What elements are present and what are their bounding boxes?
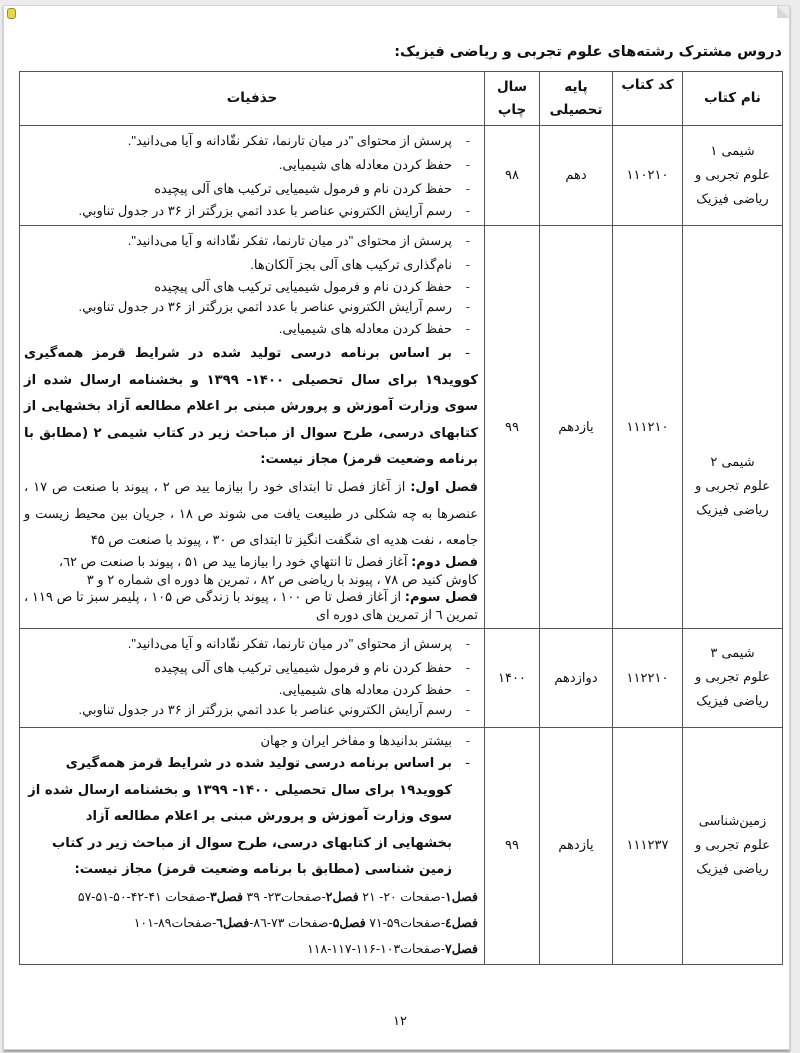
chapter-entry: فصل سوم: از آغاز فصل تا ص ۱۰۰ ، پیوند با زندگی ص ۱۰۵ ، پلیمر سبز تا ص ۱۱۹ ، تمرین ٦ از تمرین های دوره ای [24, 588, 479, 622]
header-grade: پایه تحصیلی [540, 72, 613, 126]
deletion-item: - حفظ کردن معادله های شیمیایی. [24, 153, 478, 177]
book-name-cell: زمین‌شناسی علوم تجربی و ریاضی فیزیک [683, 728, 783, 965]
deletion-item: - رسم آرایش الکتروني عناصر با عدد اتمي بزرگتر از ۳۶ در جدول تناوبي. [24, 700, 478, 720]
table-row [20, 226, 783, 629]
chapter-entry: فصل دوم: آغاز فصل تا انتهاي خود را بیازما یید ص ۵۱ ، پیوند با صنعت ص ٦۲، کاوش کنید ص ۷۸ ، پیوند با ریاضی ص ۸۲ ، تمرین ها دوره ای شماره ۲ و ۳ [58, 553, 478, 587]
header-book-name: نام کتاب [683, 72, 783, 126]
year-cell: ۱۴۰۰ [485, 629, 540, 728]
table-header-row [20, 72, 783, 126]
year-cell: ۹۹ [485, 226, 540, 629]
deletion-item: - رسم آرایش الکتروني عناصر با عدد اتمي بزرگتر از ۳۶ در جدول تناوبي. [24, 201, 478, 221]
chapter-label: فصل سوم: [404, 589, 479, 605]
deletion-item: - نام‌گذاری ترکیب های آلی بجز آلکان‌ها. [24, 253, 478, 277]
chapter-label: فصل۲ [325, 889, 359, 904]
chapter-label: فصل۵ [332, 915, 366, 930]
grade-cell: دهم [540, 126, 613, 226]
header-book-code: کد کتاب [613, 72, 683, 126]
chapter-label: فصل اول: [410, 479, 479, 495]
deletion-item: - حفظ کردن نام و فرمول شیمیایی ترکیب های آلی پیچیده [24, 656, 478, 680]
deletion-item: - حفظ کردن نام و فرمول شیمیایی ترکیب های آلی پیچیده [24, 177, 478, 201]
page-fold-corner [777, 6, 789, 18]
book-name-cell: شیمی ۲ علوم تجربی و ریاضی فیزیک [683, 226, 783, 629]
deletions-cell [20, 226, 485, 629]
year-cell: ۹۸ [485, 126, 540, 226]
chapter-label: فصل دوم: [411, 554, 478, 570]
book-code-cell: ۱۱۱۲۳۷ [613, 728, 683, 965]
header-deletions: حذفیات [20, 72, 485, 126]
deletion-item: - پرسش از محتوای "در میان تارنما، تفکر نقّادانه و آیا می‌دانید". [24, 129, 478, 153]
header-print-year: سال چاپ [485, 72, 540, 126]
covid-note: - بر اساس برنامه درسی تولید شده در شرایط قرمز همه‌گیری کووید۱۹ برای سال تحصیلی ۱۴۰۰- ۱۳۹۹ و بخشنامه ارسال شده از سوی وزارت آموزش و پرورش مبنی بر اعلام مطالعه آزاد بخشهایی از کتابهای درسی، طرح سوال از مباحث زیر در کتاب شیمی ۲ (مطابق با برنامه وضعیت قرمز) مجاز نیست: [24, 346, 479, 467]
year-cell: ۹۹ [485, 728, 540, 965]
section-title: دروس مشترک رشته‌های علوم تجربی و ریاضی فیزیک: [394, 44, 782, 60]
deletions-cell [20, 629, 485, 728]
deletion-item: - رسم آرایش الکتروني عناصر با عدد اتمي بزرگتر از ۳۶ در جدول تناوبي. [24, 297, 478, 317]
grade-cell: یازدهم [540, 728, 613, 965]
deletions-cell [20, 126, 485, 226]
deletions-table [19, 71, 783, 965]
deletion-item: - پرسش از محتوای "در میان تارنما، تفکر نقّادانه و آیا می‌دانید". [24, 632, 478, 656]
chapter-label: فصل٦ [216, 915, 250, 930]
chapter-entry: فصل اول: از آغاز فصل تا ابتدای خود را بیازما یید ص ۲ ، پیوند با صنعت ص ۱۷ ، عنصرها به چه شکلی در طبیعت یافت می شوند ص ۱۸ ، جریان بین محیط زیست و جامعه ، نفت هدیه ای شگفت انگیز تا ابتدای ص ۳۰ ، پیوند با صنعت ص ۴۵ [24, 478, 479, 547]
deletion-item: - حفظ کردن معادله های شیمیایی. [24, 680, 478, 700]
chapter-list: فصل۱-صفحات ۲۰- ۲۱ فصل۲-صفحات۲۳- ۳۹ فصل۳-صفحات ۴۱-۴۲-۵۰-۵۱-۵۷ فصل٤-صفحات۵۹-۷۱ فصل۵-صفحات ۷۳-۸٦-فصل٦-صفحات۸۹-۱۰۱ فصل۷-صفحات۱۰۳-۱۱۶-۱۱۷-۱۱۸ [77, 889, 478, 956]
book-code-cell: ۱۱۲۲۱۰ [613, 629, 683, 728]
covid-note: - بر اساس برنامه درسی تولید شده در شرایط قرمز همه‌گیری کووید۱۹ برای سال تحصیلی ۱۴۰۰- ۱۳۹۹ و بخشنامه ارسال شده از سوی وزارت آموزش و پرورش مبنی بر اعلام مطالعه آزاد بخشهایی از کتابهای درسی، طرح سوال از مباحث زیر در کتاب زمین شناسی (مطابق با برنامه وضعیت قرمز) مجاز نیست: [28, 756, 470, 877]
book-code-cell: ۱۱۱۲۱۰ [613, 226, 683, 629]
grade-cell: دوازدهم [540, 629, 613, 728]
deletion-item: - حفظ کردن معادله های شیمیایی. [24, 317, 478, 341]
deletion-item: - حفظ کردن نام و فرمول شیمیایی ترکیب های آلی پیچیده [24, 277, 478, 297]
book-code-cell: ۱۱۰۲۱۰ [613, 126, 683, 226]
deletion-item: - بیشتر بدانیدها و مفاخر ایران و جهان [24, 731, 478, 751]
chapter-label: فصل۷ [444, 941, 478, 956]
book-name-cell: شیمی ۳ علوم تجربی و ریاضی فیزیک [683, 629, 783, 728]
grade-cell: یازدهم [540, 226, 613, 629]
anchor-marker-icon [7, 8, 16, 19]
book-name-cell: شیمی ۱ علوم تجربی و ریاضی فیزیک [683, 126, 783, 226]
table-row [20, 728, 783, 965]
deletions-cell [20, 728, 485, 965]
deletion-item: - پرسش از محتوای "در میان تارنما، تفکر نقّادانه و آیا می‌دانید". [24, 229, 478, 253]
table-row [20, 629, 783, 728]
chapter-label: فصل٤ [444, 915, 478, 930]
table-row [20, 126, 783, 226]
page-number: ۱۲ [393, 1014, 407, 1029]
chapter-label: فصل۱ [444, 889, 478, 904]
chapter-label: فصل۳ [209, 889, 243, 904]
